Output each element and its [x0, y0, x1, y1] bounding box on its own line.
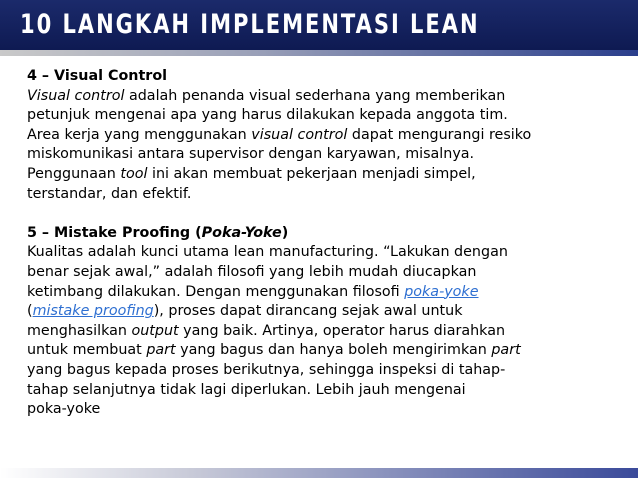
- text-run: yang bagus kepada proses berikutnya, sehingga inspeksi di tahap-: [27, 361, 506, 378]
- body-line: [27, 243, 617, 263]
- slide-header: [0, 0, 638, 50]
- text-run: Kualitas adalah kunci utama lean manufacturing. “Lakukan dengan: [27, 244, 508, 261]
- term-italic: tool: [120, 165, 148, 182]
- term-italic: part: [491, 342, 521, 359]
- text-run: yang baik. Artinya, operator harus diarahkan: [178, 322, 506, 339]
- text-run: menghasilkan: [27, 322, 132, 339]
- text-run: ), proses dapat dirancang sejak awal untuk: [153, 303, 463, 320]
- text-run: dapat mengurangi resiko: [347, 126, 532, 143]
- body-line: [27, 361, 617, 381]
- paragraph-gap: [27, 204, 617, 224]
- text-run: miskomunikasi antara supervisor dengan karyawan, misalnya.: [27, 146, 475, 163]
- footer-divider: [0, 468, 638, 478]
- slide-body: [27, 67, 617, 420]
- slide-title: 10 LANGKAH IMPLEMENTASI LEAN: [20, 9, 480, 40]
- text-run: benar sejak awal,” adalah filosofi yang lebih mudah diucapkan: [27, 263, 477, 280]
- text-run: (: [27, 303, 33, 320]
- term-italic: part: [146, 342, 176, 359]
- term-italic: visual control: [251, 126, 348, 143]
- text-run: untuk membuat: [27, 342, 147, 359]
- section-heading-visual-control: 4 – Visual Control: [27, 68, 168, 84]
- body-line: [27, 263, 617, 283]
- body-line: [27, 400, 617, 420]
- text-run: poka-yoke: [27, 401, 101, 418]
- body-line: [27, 165, 617, 185]
- header-divider: [0, 50, 638, 56]
- text-run: Area kerja yang menggunakan: [27, 126, 252, 143]
- section-heading-mistake-proofing: [27, 224, 617, 244]
- text-run: ): [281, 224, 289, 241]
- body-line: [27, 185, 617, 205]
- term-italic: output: [131, 322, 179, 339]
- body-line: [27, 106, 617, 126]
- text-run: ini akan membuat pekerjaan menjadi simpel,: [147, 165, 476, 182]
- term-italic: Visual control: [27, 87, 125, 104]
- term-italic: Poka-Yoke: [201, 224, 282, 241]
- text-run: terstandar, dan efektif.: [27, 185, 192, 202]
- body-line: [27, 302, 617, 322]
- body-line: [27, 381, 617, 401]
- text-run: 5 – Mistake Proofing (: [27, 224, 202, 241]
- body-line: [27, 283, 617, 303]
- body-line: [27, 87, 617, 107]
- text-run: petunjuk mengenai apa yang harus dilakukan kepada anggota tim.: [27, 107, 508, 124]
- text-run: tahap selanjutnya tidak lagi diperlukan. Lebih jauh mengenai: [27, 381, 466, 398]
- poka-yoke-link[interactable]: poka-yoke: [404, 283, 479, 300]
- body-line: [27, 145, 617, 165]
- mistake-proofing-link[interactable]: mistake proofing: [32, 303, 154, 320]
- body-line: [27, 322, 617, 342]
- body-line: [27, 126, 617, 146]
- text-run: yang bagus dan hanya boleh mengirimkan: [175, 342, 492, 359]
- body-line: [27, 341, 617, 361]
- text-run: ketimbang dilakukan. Dengan menggunakan filosofi: [27, 283, 405, 300]
- text-run: Penggunaan: [27, 165, 121, 182]
- text-run: adalah penanda visual sederhana yang memberikan: [124, 87, 506, 104]
